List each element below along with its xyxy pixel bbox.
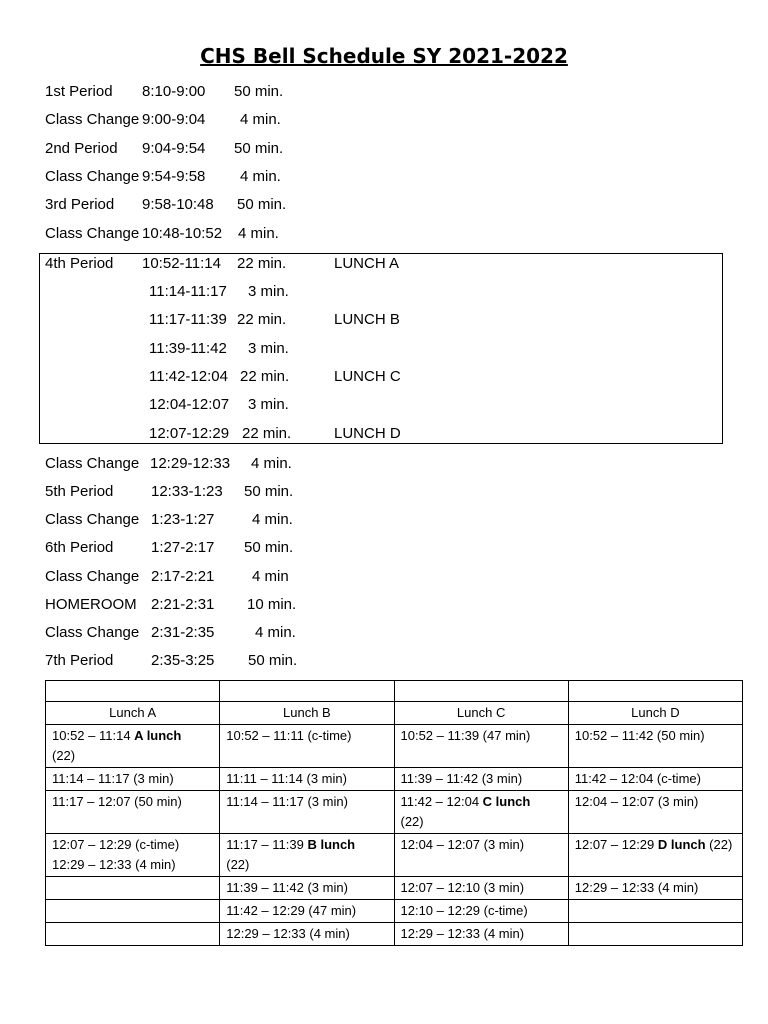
period-time: 9:58-10:48	[142, 196, 214, 213]
lunch-table-cell	[220, 900, 394, 923]
lunch-table-cell	[46, 791, 220, 834]
lunch-cell-line	[52, 835, 213, 855]
period-duration: 3 min.	[248, 283, 289, 300]
period-time: 11:39-11:42	[149, 340, 227, 357]
lunch-table-cell	[46, 768, 220, 791]
lunch-cell-text: 11:17 – 11:39	[226, 837, 308, 852]
lunch-cell-line	[575, 835, 736, 855]
lunch-cell-text: 11:11 – 11:14 (3 min)	[226, 771, 347, 786]
period-duration: 4 min.	[238, 225, 279, 242]
lunch-cell-text: 11:39 – 11:42 (3 min)	[400, 771, 523, 786]
lunch-cell-text: 12:07 – 12:29 (c-time)	[52, 837, 180, 852]
period-duration: 50 min.	[248, 652, 298, 669]
period-duration: 22 min.	[240, 368, 290, 385]
fourth-period-lunch-box	[39, 253, 723, 444]
period-duration: 4 min.	[240, 168, 281, 185]
lunch-table-row	[46, 791, 743, 834]
lunch-name-label: D lunch	[657, 837, 706, 852]
page-title: CHS Bell Schedule SY 2021-2022	[200, 44, 568, 68]
lunch-cell-text: 11:14 – 11:17 (3 min)	[226, 794, 348, 809]
period-name: 6th Period	[45, 539, 114, 556]
period-time: 11:17-11:39	[149, 311, 227, 328]
lunch-cell-line	[226, 878, 387, 898]
lunch-cell-line	[575, 878, 736, 898]
period-time: 10:48-10:52	[142, 225, 223, 242]
lunch-cell-line	[52, 769, 213, 789]
lunch-cell-line	[401, 878, 562, 898]
period-time: 9:54-9:58	[142, 168, 206, 185]
lunch-table-header: Lunch A	[46, 702, 220, 725]
lunch-table	[45, 680, 743, 946]
period-time: 10:52-11:14	[142, 255, 221, 272]
lunch-table-header: Lunch C	[394, 702, 568, 725]
period-duration: 10 min.	[247, 596, 297, 613]
lunch-table-cell	[394, 791, 568, 834]
period-duration: 22 min.	[242, 425, 292, 442]
period-time: 2:31-2:35	[151, 624, 215, 641]
period-name: 1st Period	[45, 83, 113, 100]
lunch-cell-line	[575, 726, 736, 746]
lunch-cell-line	[226, 835, 387, 855]
period-time: 11:42-12:04	[149, 368, 228, 385]
lunch-table-row	[46, 877, 743, 900]
lunch-cell-text: 10:52 – 11:39 (47 min)	[400, 728, 531, 743]
lunch-cell-line	[52, 726, 213, 746]
period-duration: 50 min.	[234, 140, 284, 157]
period-duration: 50 min.	[237, 196, 287, 213]
period-time: 8:10-9:00	[142, 83, 206, 100]
period-duration: 4 min	[252, 568, 289, 585]
period-time: 2:21-2:31	[151, 596, 215, 613]
lunch-label: LUNCH D	[334, 425, 401, 442]
lunch-table-cell	[568, 768, 742, 791]
lunch-cell-text: 12:07 – 12:29	[574, 837, 658, 852]
lunch-name-label: B lunch	[307, 837, 356, 852]
period-time: 12:29-12:33	[150, 455, 231, 472]
lunch-table-cell	[46, 834, 220, 877]
lunch-table-cell	[220, 877, 394, 900]
lunch-cell-line	[226, 855, 387, 875]
lunch-cell-text: 11:14 – 11:17 (3 min)	[52, 771, 174, 786]
lunch-cell-line	[401, 812, 562, 832]
period-name: Class Change	[45, 455, 140, 472]
lunch-cell-text: 12:10 – 12:29 (c-time)	[400, 903, 528, 918]
lunch-table-cell	[220, 725, 394, 768]
period-name: 7th Period	[45, 652, 114, 669]
lunch-cell-line	[401, 726, 562, 746]
period-name: 2nd Period	[45, 140, 118, 157]
period-name: 3rd Period	[45, 196, 115, 213]
lunch-name-label: C lunch	[482, 794, 531, 809]
period-name: Class Change	[45, 511, 140, 528]
lunch-table-cell	[394, 768, 568, 791]
period-duration: 50 min.	[234, 83, 284, 100]
lunch-table-cell	[568, 834, 742, 877]
period-name: Class Change	[45, 168, 140, 185]
lunch-table-header: Lunch D	[568, 702, 742, 725]
lunch-table-cell	[394, 834, 568, 877]
lunch-table-cell	[46, 900, 220, 923]
lunch-cell-text: 12:29 – 12:33 (4 min)	[226, 926, 350, 941]
lunch-cell-text: 12:29 – 12:33 (4 min)	[400, 926, 525, 941]
period-time: 12:07-12:29	[149, 425, 230, 442]
period-duration: 22 min.	[237, 255, 287, 272]
lunch-table-cell	[220, 923, 394, 946]
lunch-table-row	[46, 923, 743, 946]
lunch-label: LUNCH B	[334, 311, 400, 328]
period-duration: 3 min.	[248, 340, 289, 357]
lunch-cell-text: 10:52 – 11:11 (c-time)	[226, 728, 352, 743]
lunch-cell-line	[52, 746, 213, 766]
lunch-table-row	[46, 900, 743, 923]
period-duration: 4 min.	[252, 511, 293, 528]
lunch-table-cell	[568, 923, 742, 946]
lunch-table-cell	[568, 877, 742, 900]
period-time: 2:35-3:25	[151, 652, 215, 669]
period-time: 9:04-9:54	[142, 140, 206, 157]
lunch-table-row	[46, 768, 743, 791]
lunch-name-label: A lunch	[134, 728, 182, 743]
lunch-cell-text: 11:39 – 11:42 (3 min)	[226, 880, 348, 895]
lunch-cell-line	[226, 726, 387, 746]
lunch-cell-line	[226, 924, 387, 944]
period-name: 4th Period	[45, 255, 114, 272]
period-name: Class Change	[45, 111, 140, 128]
period-time: 1:27-2:17	[151, 539, 215, 556]
period-duration: 50 min.	[244, 539, 294, 556]
lunch-table-body	[46, 725, 743, 946]
lunch-table-cell	[220, 791, 394, 834]
period-time: 12:33-1:23	[151, 483, 223, 500]
lunch-table-row	[46, 834, 743, 877]
lunch-cell-line	[52, 855, 213, 875]
period-duration: 4 min.	[240, 111, 281, 128]
lunch-table-cell	[46, 725, 220, 768]
lunch-label: LUNCH A	[334, 255, 400, 272]
lunch-cell-text: (22)	[400, 814, 424, 829]
period-time: 2:17-2:21	[151, 568, 215, 585]
lunch-cell-suffix: (22)	[705, 837, 733, 852]
period-name: Class Change	[45, 225, 140, 242]
lunch-table-cell	[46, 923, 220, 946]
lunch-cell-text: 11:42 – 12:04	[400, 794, 483, 809]
lunch-cell-line	[401, 901, 562, 921]
lunch-cell-text: 10:52 – 11:14	[52, 728, 135, 743]
lunch-cell-line	[226, 769, 387, 789]
period-duration: 4 min.	[255, 624, 296, 641]
lunch-cell-text: 12:04 – 12:07 (3 min)	[574, 794, 699, 809]
lunch-cell-line	[575, 792, 736, 812]
lunch-table-header: Lunch B	[220, 702, 394, 725]
period-duration: 4 min.	[251, 455, 292, 472]
lunch-cell-text: 11:17 – 12:07 (50 min)	[52, 794, 182, 809]
lunch-table-cell	[394, 877, 568, 900]
lunch-cell-text: 12:29 – 12:33 (4 min)	[574, 880, 699, 895]
lunch-table-cell	[220, 834, 394, 877]
lunch-cell-line	[401, 835, 562, 855]
lunch-table-cell	[568, 791, 742, 834]
lunch-cell-text: (22)	[226, 857, 250, 872]
lunch-cell-line	[401, 792, 562, 812]
lunch-cell-text: 11:42 – 12:29 (47 min)	[226, 903, 357, 918]
lunch-table-cell	[394, 900, 568, 923]
period-duration: 22 min.	[237, 311, 287, 328]
lunch-label: LUNCH C	[334, 368, 401, 385]
lunch-cell-text: 10:52 – 11:42 (50 min)	[574, 728, 705, 743]
lunch-table-row	[46, 725, 743, 768]
period-duration: 50 min.	[244, 483, 294, 500]
lunch-table-cell	[568, 725, 742, 768]
lunch-cell-text: (22)	[52, 748, 76, 763]
lunch-table-cell	[46, 877, 220, 900]
period-time: 9:00-9:04	[142, 111, 206, 128]
period-time: 12:04-12:07	[149, 396, 230, 413]
period-name: HOMEROOM	[45, 596, 137, 613]
period-time: 11:14-11:17	[149, 283, 227, 300]
lunch-cell-line	[226, 901, 387, 921]
period-name: 5th Period	[45, 483, 114, 500]
lunch-table-cell	[568, 900, 742, 923]
lunch-cell-line	[226, 792, 387, 812]
lunch-cell-text: 12:04 – 12:07 (3 min)	[400, 837, 525, 852]
lunch-cell-text: 11:42 – 12:04 (c-time)	[574, 771, 701, 786]
lunch-cell-line	[575, 769, 736, 789]
lunch-table-cell	[220, 768, 394, 791]
lunch-table-cell	[394, 923, 568, 946]
lunch-cell-line	[401, 924, 562, 944]
period-duration: 3 min.	[248, 396, 289, 413]
lunch-cell-text: 12:07 – 12:10 (3 min)	[400, 880, 525, 895]
lunch-table-cell	[394, 725, 568, 768]
lunch-cell-line	[52, 792, 213, 812]
lunch-table-blank-row	[46, 681, 743, 702]
period-name: Class Change	[45, 624, 140, 641]
lunch-cell-text: 12:29 – 12:33 (4 min)	[52, 857, 176, 872]
period-name: Class Change	[45, 568, 140, 585]
period-time: 1:23-1:27	[151, 511, 215, 528]
lunch-table-header-row	[46, 702, 743, 725]
lunch-cell-line	[401, 769, 562, 789]
